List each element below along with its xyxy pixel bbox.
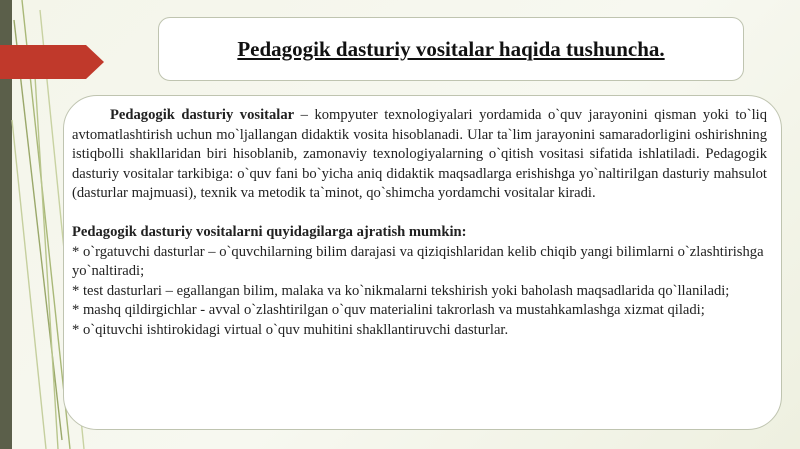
- intro-term: Pedagogik dasturiy vositalar: [110, 107, 295, 123]
- list-item: * o`rgatuvchi dasturlar – o`quvchilarning bilim darajasi va qiziqishlaridan kelib chiqib yangi bilimlarni o`zlashtirishga yo`naltiradi;: [72, 243, 764, 280]
- title-arrow: [0, 45, 104, 79]
- content-box: [63, 95, 782, 430]
- list-item: * test dasturlari – egallangan bilim, malaka va ko`nikmalarni tekshirish yoki baholash maqsadlarida qo`llaniladi;: [72, 282, 730, 299]
- title-box: [158, 17, 744, 81]
- list-item: * o`qituvchi ishtirokidagi virtual o`quv muhitini shakllantiruvchi dasturlar.: [72, 321, 509, 338]
- list-item: * mashq qildirgichlar - avval o`zlashtirilgan o`quv materialini takrorlash va mustahkamlashga xizmat qiladi;: [72, 302, 705, 319]
- list-heading: Pedagogik dasturiy vositalarni quyidagilarga ajratish mumkin:: [72, 223, 467, 240]
- intro-text: – kompyuter texnologiyalari yordamida o`quv jarayonini qisman yoki to`liq avtomatlashtirish uchun mo`ljallangan didaktik vosita hisoblanadi. Ular ta`lim jarayonini samaradorligini oshirishning istiqbolli shakllaridan biri hisoblanib, zamonaviy texnologiyalarning o`qitish vositasi sifatida ishlatiladi. Pedagogik dasturiy vositalar tarkibiga: o`quv fani bo`yicha aniq didaktik maqsadlarga erishishga yo`naltirilgan dasturiy mahsulot (dasturlar majmuasi), texnik va metodik ta`minot, qo`shimcha yordamchi vositalar kiradi.: [72, 107, 767, 202]
- page-title: Pedagogik dasturiy vositalar haqida tushuncha.: [237, 36, 665, 61]
- intro-paragraph: [72, 106, 767, 204]
